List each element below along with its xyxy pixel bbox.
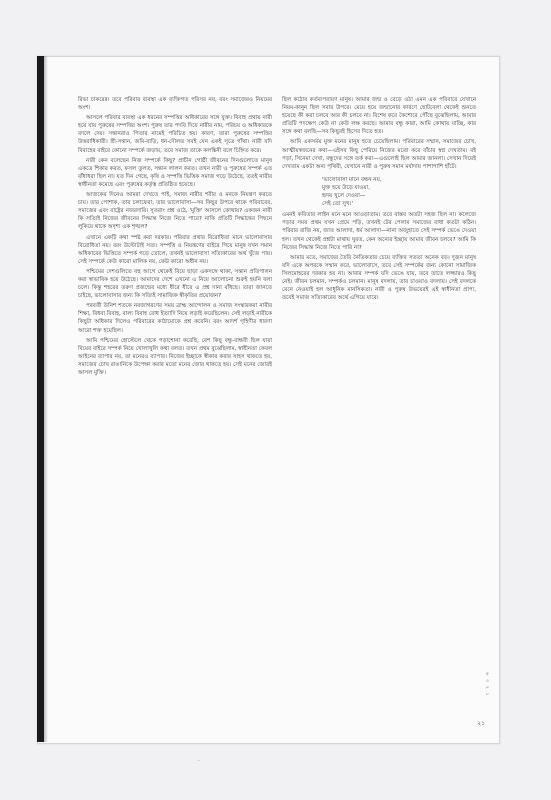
paragraph: রিভা চাকরের। তবে পরিবার ব্যবস্থা এক ব্যক্তিগত পরিসর নয়, বরং সমাজেরও নিয়মের অংশ। bbox=[78, 97, 272, 112]
paragraph: পরবর্তী উনিশ শতকে নবজাগরণের সময় ব্রাহ্ম আন্দোলন ও সমাজ সংস্কারকরা নারীর শিক্ষা, বিধবা বিবাহ, বাল্য বিবাহ রোধ ইত্যাদি নিয়ে লড়াই করেছিলেন। সেই লড়াই নারীকে কিছুটা অধিকার দিলেও পরিবারের কাঠামোকে প্রশ্ন করেনি। বরং আদর্শ গৃহিণীর ধারণা আরো শক্ত হয়েছিল। bbox=[78, 303, 272, 334]
right-column bbox=[282, 96, 476, 722]
paragraph: আজকের দিনেও আমরা দেখতে পাই, সমাজ নারীর শরীর ও মনকে নিয়ন্ত্রণ করতে চায়। তার পোশাক, তার চলাফেরা, তার ভালোবাসা—সব কিছুর উপরে থাকে পরিবারের, সমাজের এবং রাষ্ট্রের নজরদারি। সুতরাং প্রশ্ন ওঠে, 'মুক্তি' আসলে কোথায়? একজন নারী কি সত্যিই নিজের জীবনের সিদ্ধান্ত নিজে নিতে পারে? নাকি প্রতিটি সিদ্ধান্তের পিছনে লুকিয়ে থাকে অদৃশ্য এক শৃঙ্খল? bbox=[78, 192, 272, 231]
paragraph: আমি পশ্চিমের হোস্টেলে থেকে পড়াশোনা করেছি, বেশ কিছু বন্ধু-বান্ধবী ছিল যারা বিয়ের বাইরে সম্পর্ক নিয়ে খোলাখুলি কথা বলত। তখন প্রথম বুঝেছিলাম, স্বাধীনতা কেবল আইনের ব্যাপার নয়, তা মনেরও ব্যাপার। নিজের ইচ্ছাকে স্বীকার করার সাহস থাকতে হয়, সমাজের চোখ রাঙানিকে উপেক্ষা করার মতো মনের জোর থাকতে হয়। সেই মনের জোরই আসল মুক্তি। bbox=[78, 337, 272, 376]
stray-mark: · bbox=[198, 758, 200, 765]
paragraph: নারী কেন বলেছেন নিজ সম্পর্কে কিছু? প্রাচীন গোষ্ঠী জীবনের দিনগুলোতে মানুষ একত্রে শিকার করত, ফসল তুলত, সন্তান লালন করত। তখন নারী ও পুরুষের সম্পর্ক এত বাঁধাধরা ছিল না। যত দিন গেছে, কৃষি ও সম্পত্তি ভিত্তিক সমাজ গড়ে উঠেছে, ততই নারীর স্বাধীনতা কমেছে এবং পুরুষের কর্তৃত্ব প্রতিষ্ঠিত হয়েছে। bbox=[78, 157, 272, 188]
binding-shadow bbox=[44, 56, 48, 742]
left-column bbox=[78, 96, 272, 722]
paragraph: এমনই কবিতার লাইন মনে মনে আওড়াতাম। তবে বাস্তব অতটা সহজ ছিল না। কলেজে পড়ার সময় প্রথম যখন প্রেমে পড়ি, তখনই টের পেলাম সমাজের বাধা কতটা কঠিন। পরিবার রাজি নয়, জাত আলাদা, ধর্ম আলাদা—নানা অজুহাতে সেই সম্পর্ক ভেঙে দেওয়া হল। তখন থেকেই প্রশ্নটা মাথায় ঘুরত, কেন অন্যের ইচ্ছায় আমার জীবন চলবে? আমি কি নিজের সিদ্ধান্ত নিজে নিতে পারি না? bbox=[282, 212, 476, 251]
article-body bbox=[78, 96, 476, 722]
paragraph: আসলে পরিবার ব্যবস্থা এক ধরনের সম্পত্তির অধিকারের সঙ্গে যুক্ত। বিবাহ প্রথায় নারী হয়ে যায় পুরুষের সম্পত্তির অংশ। পুরুষ তার পদবি দিয়ে নারীর নাম, পরিচয় ও অধিকারকে বদলে দেয়। সন্তানরাও পিতার নামেই পরিচিত হয়। কারণ, তারা পুরুষের সম্পত্তির উত্তরাধিকারী। স্ত্রী-সন্তান, জমি-বাড়ি, ধন-দৌলত সবই যেন একই সূত্রে গাঁথা। নারী যদি বিবাহের বাইরে কোনো সম্পর্কে জড়ায়, তবে সমাজ তাকে কলঙ্কিনী বলে চিহ্নিত করে। bbox=[78, 115, 272, 154]
paragraph: এখানে একটি কথা স্পষ্ট করা দরকার। পরিবার প্রথার বিরোধিতা মানে ভালোবাসার বিরোধিতা নয়। বরং উল্টোটাই সত্য। সম্পত্তি ও নিয়ন্ত্রণের বাইরে গিয়ে মানুষ যখন সমান অধিকারের ভিত্তিতে সম্পর্ক গড়ে তোলে, তখনই ভালোবাসা সত্যিকারের অর্থ খুঁজে পায়। সেই সম্পর্কে কেউ কারো মালিক নয়, কেউ কারো অধীন নয়। bbox=[78, 234, 272, 265]
paragraph: পশ্চিমের দেশগুলিতে বহু আগে থেকেই বিয়ে ছাড়া একসঙ্গে থাকা, সন্তান প্রতিপালন করা স্বাভাবিক হয়ে উঠেছে। আমাদের দেশে এখনো এ নিয়ে আলোচনা শুরুই হয়নি বলা চলে। কিন্তু শহরের তরুণ প্রজন্মের মধ্যে ধীরে ধীরে এ প্রশ্ন দানা বাঁধছে। তারা জানতে চাইছে, ভালোবাসার জন্য কি সত্যিই সামাজিক স্বীকৃতির প্রয়োজন? bbox=[78, 268, 272, 300]
binding-edge bbox=[37, 56, 44, 742]
margin-note: ৬ ৩ ২ ১ bbox=[484, 672, 490, 697]
page-number: ২১ bbox=[477, 720, 485, 727]
paragraph: আমি একসময় মুক্ত মনের মানুষ হতে চেয়েছিলাম। পরিবারের সম্মান, সমাজের চোখ, আত্মীয়স্বজনের কথা—এইসব কিছু পেরিয়ে নিজের মতো করে বাঁচার স্বপ্ন দেখতাম। বই পড়া, সিনেমা দেখা, বন্ধুদের সঙ্গে তর্ক করা—এগুলোই ছিল আমার জানলা। সেখান দিয়েই দেখতাম একটা অন্য পৃথিবী, যেখানে নারী ও পুরুষ সমান মর্যাদায় পাশাপাশি হাঁটে। bbox=[282, 139, 476, 170]
verse-line: সেই তো সুখ।' bbox=[322, 201, 353, 208]
verse-line: 'ভালোবাসা মানে বন্ধন নয়, bbox=[322, 176, 382, 183]
paragraph: ছিল কঠোর কর্তব্যপরায়ণ মানুষ। আমার জন্ম ও বেড়ে ওঠা এমন এক পরিবারে যেখানে নিয়ম-কানুন ছিল সবার উপরে। মেয়ে হয়ে জন্মানোর কারণে ছোটবেলা থেকেই শুনতে হয়েছে কী করা চলবে আর কী চলবে না। বিশেষ করে কৈশোরে পৌঁছে বুঝেছিলাম, আমার প্রতিটি পদক্ষেপ কেউ না কেউ লক্ষ করছে। আমার বন্ধু কারা, আমি কোথায় যাচ্ছি, কার সঙ্গে কথা বলছি—সব কিছুরই হিসেব দিতে হত। bbox=[282, 97, 476, 136]
paragraph: আমার মতে, সমাজের তৈরি নৈতিকতার চেয়ে ব্যক্তির সততা অনেক বড়। দুজন মানুষ যদি একে অপরকে সম্মান করে, ভালোবাসে, তবে সেই সম্পর্কের জন্য কোনো সামাজিক সিলমোহরের দরকার হয় না। আবার সম্পর্ক যদি ভেঙে যায়, তবে তাতে লজ্জারও কিছু নেই। জীবন চলমান, সম্পর্কও চলমান। মানুষ বদলায়, তার চাওয়াও বদলায়। সেই বদলকে মেনে নেওয়াই হল আধুনিক মানসিকতা। নারী ও পুরুষ উভয়েরই এই স্বাধীনতা প্রাপ্য, তবেই সমাজ সত্যিকারের অর্থে এগিয়ে যাবে। bbox=[282, 254, 476, 302]
verse-line: হৃদয় খুলে দেওয়া— bbox=[322, 193, 366, 200]
verse-line: মুক্ত হয়ে উড়ে যাওয়া, bbox=[322, 184, 370, 191]
